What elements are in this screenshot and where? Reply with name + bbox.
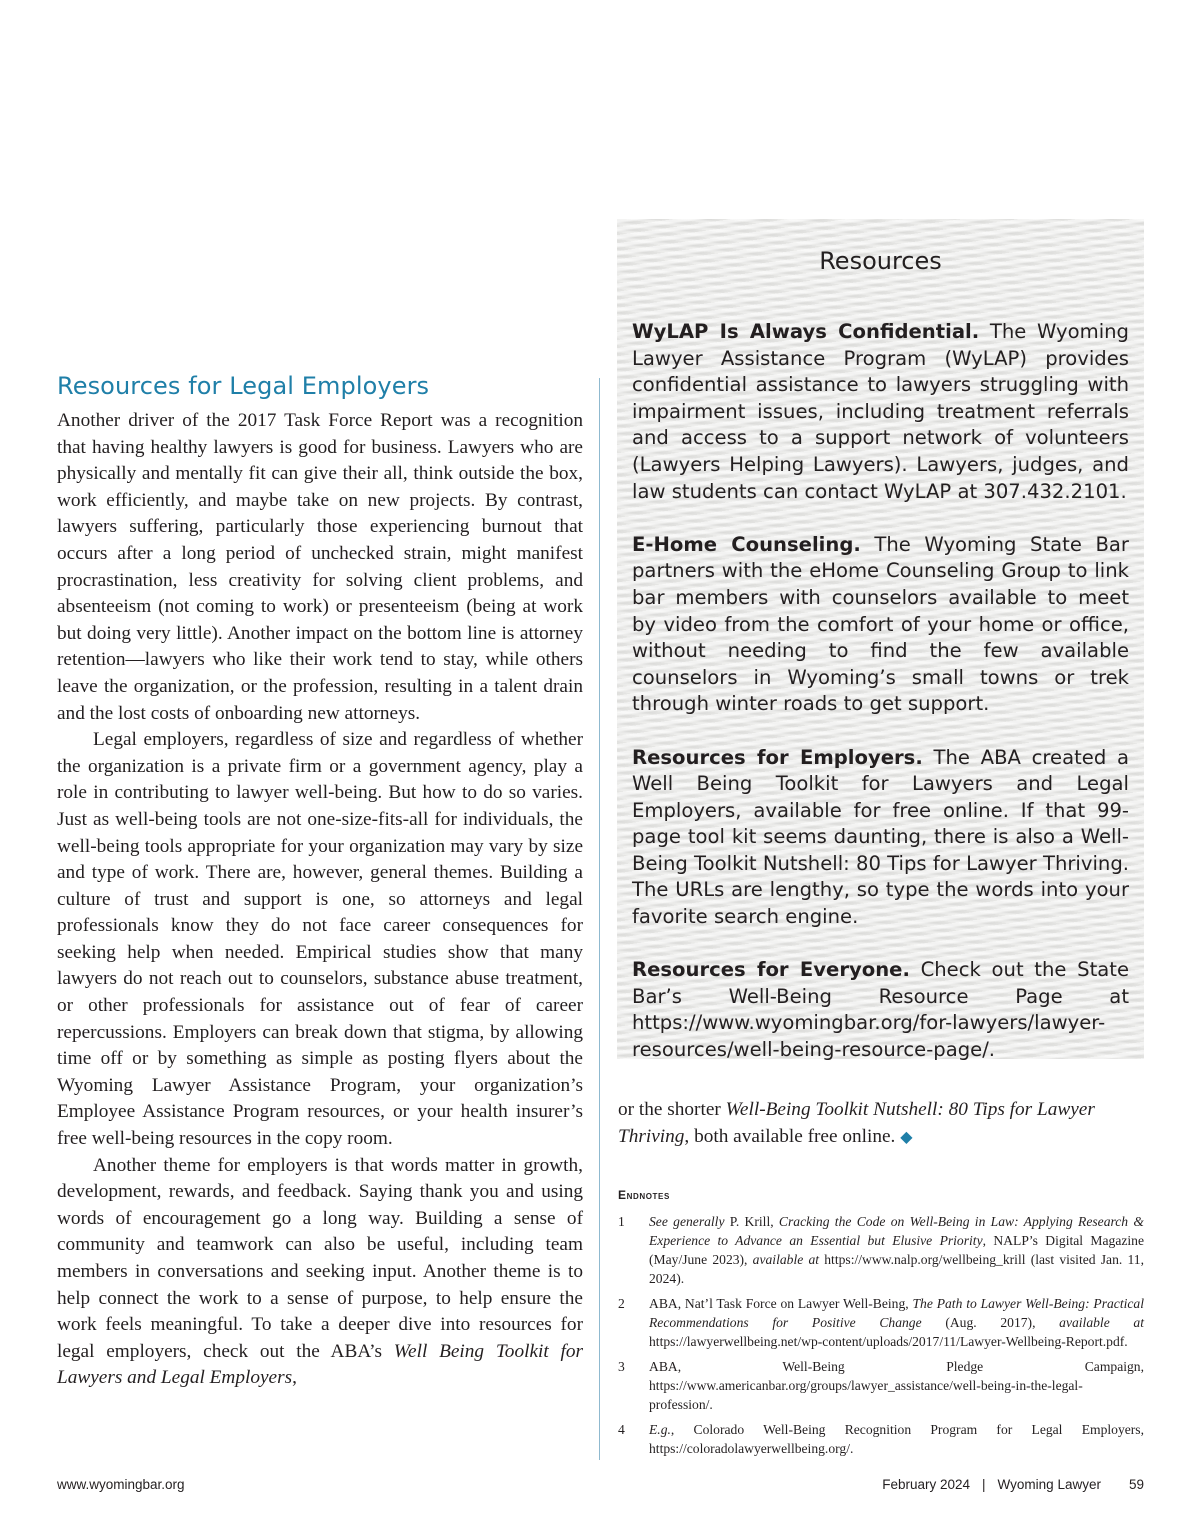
endnote-italic: E.g. [649,1422,671,1438]
resource-heading: Resources for Everyone. [632,958,910,982]
endnotes-title: Endnotes [618,1188,670,1203]
resource-item [632,957,1129,1063]
nutshell-title: Well-Being Toolkit Nutshell: 80 Tips for Lawyer Thriving [618,1099,1095,1147]
toolkit-title: Well Being Toolkit for Lawyers and Legal Employers [57,1340,583,1389]
endnote-text: , Colorado Well-Being Recognition Program for Legal Employers, https://coloradolawyerwellbeing.org/. [649,1422,1144,1457]
body-paragraph: Another driver of the 2017 Task Force Report was a recognition that having healthy lawyers is good for business. Lawyers who are physically and mentally fit can give their all, think outside the box, work efficiently, and maybe take on new projects. By contrast, lawyers suffering, particularly those experiencing burnout that occurs after a long period of unchecked strain, might manifest procrastination, less creativity for solving client problems, and absenteeism (not coming to work) or presenteeism (being at work but doing very little). Another impact on the bottom line is attorney retention—lawyers who like their work tend to stay, while others leave the organization, or the profession, resulting in a talent drain and the lost costs of onboarding new attorneys. [57,410,583,724]
endnote-text: https://lawyerwellbeing.net/wp-content/uploads/2017/11/Lawyer-Wellbeing-Report.pdf. [649,1334,1128,1350]
endnote-item [618,1212,1144,1288]
footer-date: February 2024 [882,1477,971,1492]
endnote-text: ABA, Nat’l Task Force on Lawyer Well-Being, [649,1296,913,1312]
endnote-text: ABA, Well-Being Pledge Campaign, https://www.americanbar.org/groups/lawyer_assistance/well-being-in-the-legal-profession/. [649,1359,1144,1413]
continuation-paragraph [618,1097,1144,1150]
endnote-number: 3 [618,1359,625,1375]
body-text: or the shorter [618,1099,726,1120]
page-footer [57,1477,1144,1497]
resource-item [632,532,1129,718]
resource-item [632,319,1129,505]
page-number: 59 [1128,1477,1144,1492]
resource-item [632,745,1129,931]
endnote-italic: available at [1059,1315,1144,1331]
footer-info [882,1477,1144,1492]
endnote-italic: Cracking the Code on Well-Being in Law: Applying Research & Experience to Advance an Essential but Elusive Priority [649,1214,1144,1249]
column-divider [599,378,600,1460]
footer-separator: | [982,1477,986,1492]
end-diamond-icon: ◆ [900,1126,913,1146]
endnote-number: 4 [618,1422,625,1438]
body-paragraph: Legal employers, regardless of size and regardless of whether the organization is a private firm or a government agency, play a role in contributing to lawyer well-being. But how to do so varies. Just as well-being tools are not one-size-fits-all for individuals, the well-being tools appropriate for your organization may vary by size and type of work. There are, however, general themes. Building a culture of trust and support is one, so attorneys and legal professionals know they do not face career consequences for seeking help when needed. Empirical studies show that many lawyers do not reach out to counselors, substance abuse treatment, or other professionals for assistance out of fear of career repercussions. Employers can break down that stigma, by allowing time off or by something as simple as posting flyers about the Wyoming Lawyer Assistance Program, your organization’s Employee Assistance Program resources, or your health insurer’s free well-being resources in the copy room. [57,729,583,1150]
endnote-item [618,1357,1144,1414]
endnote-number: 2 [618,1296,625,1312]
resource-heading: WyLAP Is Always Confidential. [632,320,980,343]
endnote-italic: available at [752,1252,820,1268]
sidebar-title: Resources [819,247,942,275]
endnote-text: https://www.nalp.org/wellbeing_krill (last visited Jan. 11, 2024). [649,1252,1144,1287]
endnote-italic: The Path to Lawyer Well-Being: Practical Recommendations for Positive Change [649,1296,1144,1331]
resource-text: The Wyoming State Bar partners with the eHome Counseling Group to link bar members with counselors available to meet by video from the comfort of your home or office, without needing to find the few available counselors in Wyoming’s small towns or trek through winter roads to get support. [632,532,1129,716]
endnote-italic: See generally [649,1214,725,1230]
endnote-text: (Aug. 2017), [921,1315,1060,1331]
endnote-item [618,1420,1144,1458]
left-column [57,372,583,1392]
footer-website: www.wyomingbar.org [57,1477,185,1492]
resource-heading: E-Home Counseling. [632,532,861,556]
footer-publication: Wyoming Lawyer [997,1477,1101,1492]
body-text: , [292,1367,297,1389]
endnote-text: , NALP’s Digital Magazine (May/June 2023), [649,1233,1145,1268]
section-title: Resources for Legal Employers [57,372,430,400]
endnote-number: 1 [618,1214,625,1230]
right-column-lower [618,1097,1144,1464]
resource-text: The Wyoming Lawyer Assistance Program (WyLAP) provides confidential assistance to lawyers struggling with impairment issues, including treatment referrals and access to a support network of volunteers (Lawyers Helping Lawyers). Lawyers, judges, and law students can contact WyLAP at 307.432.2101. [632,320,1129,503]
resource-text: Check out the State Bar’s Well-Being Resource Page at https://www.wyomingbar.org/for-lawyers/lawyer-resources/well-being-resource-page/. [632,958,1130,1062]
endnote-text: P. Krill, [724,1214,779,1230]
body-paragraph [57,1153,583,1392]
endnote-item [618,1294,1144,1351]
body-text: Another theme for employers is that words matter in growth, development, rewards, and feedback. Saying thank you and using words of encouragement go a long way. Building a sense of community and teamwork can also be useful, including team members in conversations and seeking input. Another theme is to help connect the work to a sense of purpose, to help ensure the work feels meaningful. To take a deeper dive into resources for legal employers, check out the ABA’s [57,1154,583,1362]
body-text: , both available free online. [684,1125,901,1147]
resources-sidebar [617,219,1144,1062]
resource-heading: Resources for Employers. [632,745,923,769]
resource-text: The ABA created a Well Being Toolkit for Lawyers and Legal Employers, available for free online. If that 99-page tool kit seems daunting, there is also a Well-Being Toolkit Nutshell: 80 Tips for Lawyer Thriving. The URLs are lengthy, so type the words into your favorite search engine. [632,745,1130,929]
